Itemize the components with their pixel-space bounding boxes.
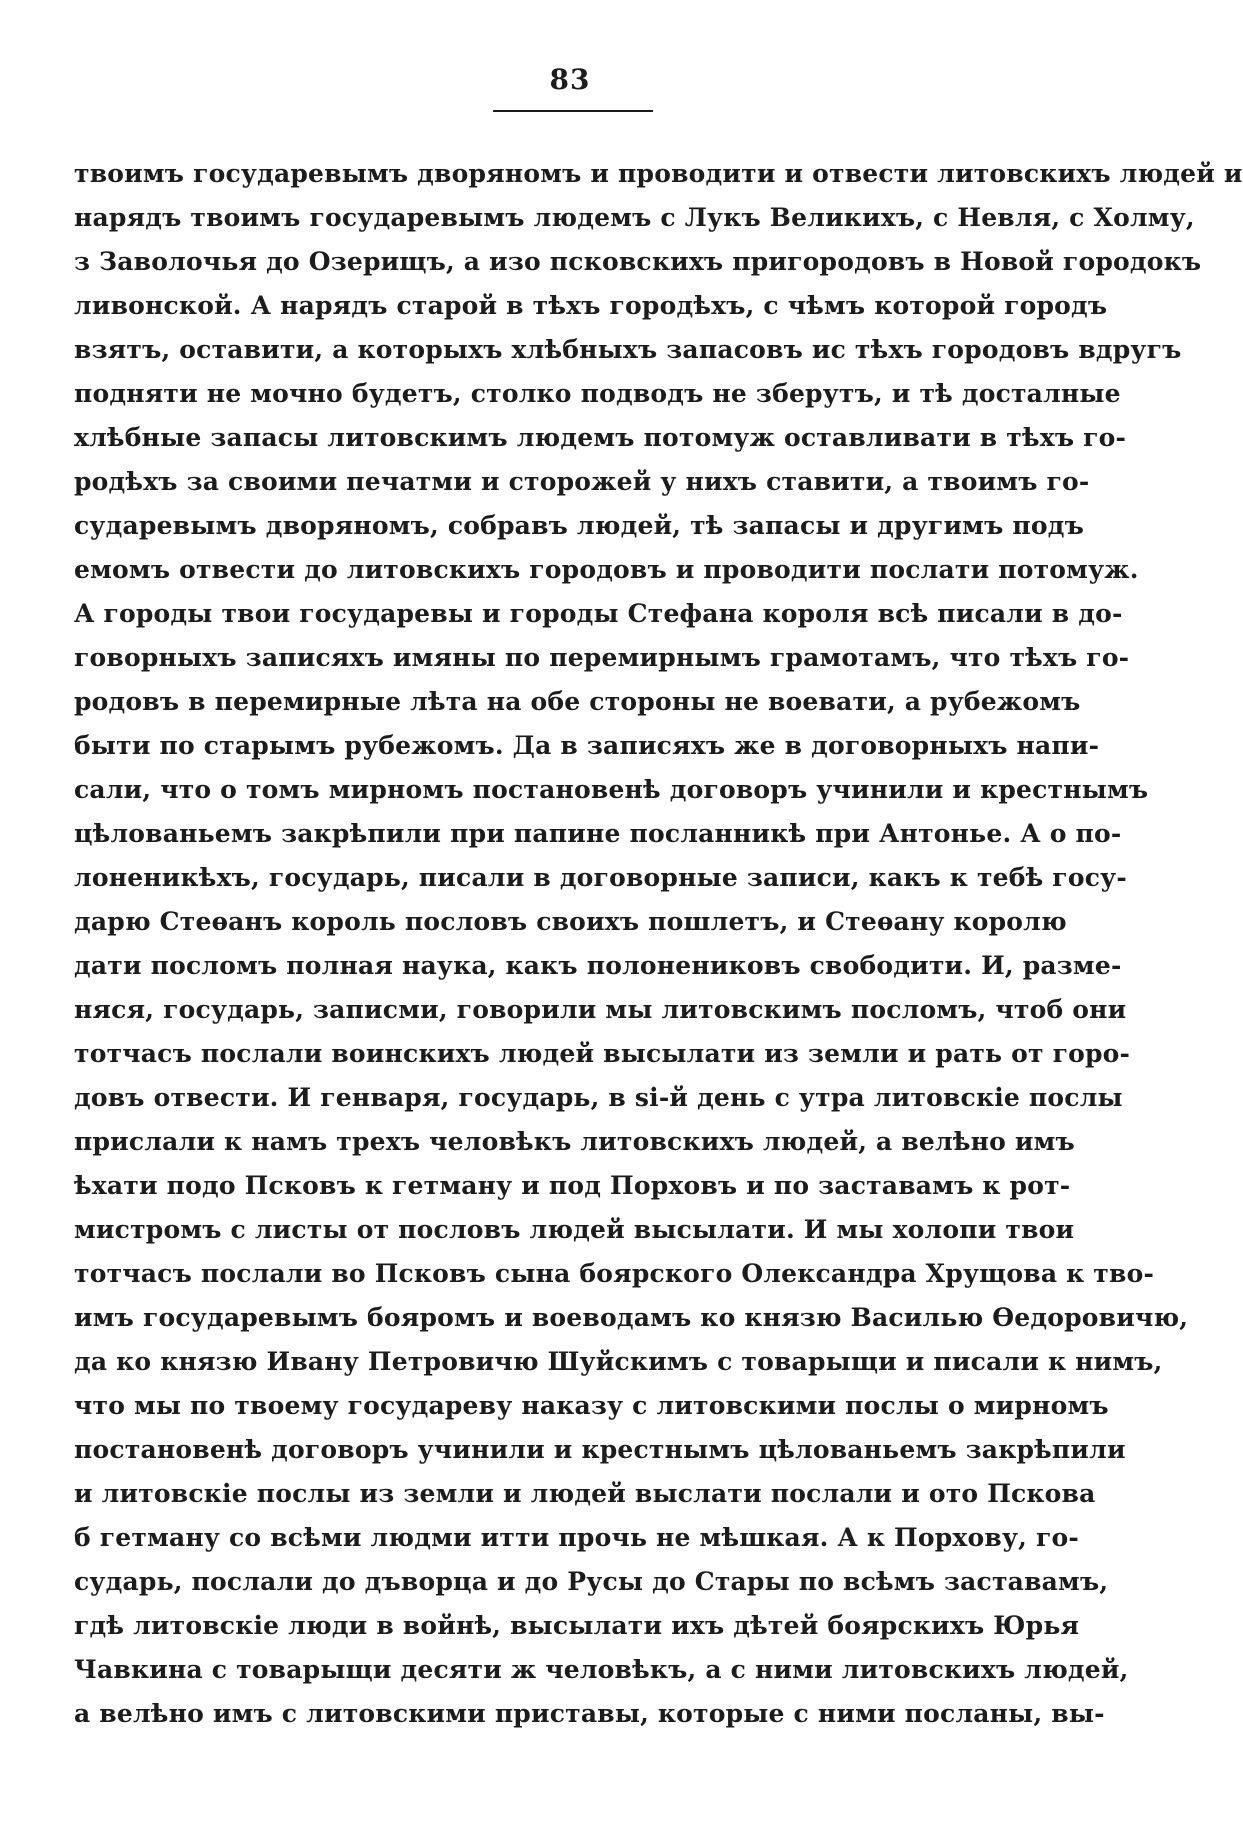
- text-line: мистромъ с листы от пословъ людей высылати. И мы холопи твои: [74, 1215, 1075, 1244]
- text-line: няся, государь, записми, говорили мы литовскимъ посломъ, чтоб они: [74, 995, 1127, 1024]
- text-line: быти по старымъ рубежомъ. Да в записяхъ же в договорныхъ напи-: [74, 731, 1100, 760]
- text-line: говорныхъ записяхъ имяны по перемирнымъ грамотамъ, что тѣхъ го-: [74, 643, 1130, 672]
- text-line: ливонской. А нарядъ старой в тѣхъ городѣхъ, с чѣмъ которой городъ: [74, 291, 1108, 320]
- text-line: з Заволочья до Озерищъ, а изо псковскихъ пригородовъ в Новой городокъ: [74, 247, 1202, 276]
- text-line: гдѣ литовскіе люди в войнѣ, высылати ихъ дѣтей боярскихъ Юрья: [74, 1611, 1080, 1640]
- page-number: 83: [549, 63, 591, 96]
- text-line: что мы по твоему государеву наказу с литовскими послы о мирномъ: [74, 1391, 1109, 1420]
- text-line: дарю Стеѳанъ король пословъ своихъ пошлетъ, и Стеѳану королю: [74, 907, 1067, 936]
- text-line: емомъ отвести до литовскихъ городовъ и проводити послати потомуж.: [74, 555, 1139, 584]
- text-line: родѣхъ за своими печатми и сторожей у нихъ ставити, а твоимъ го-: [74, 467, 1090, 496]
- text-line: ѣхати подо Псковъ к гетману и под Порховъ и по заставамъ к рот-: [74, 1171, 1071, 1200]
- text-line: тотчасъ послали во Псковъ сына боярского Олександра Хрущова к тво-: [74, 1259, 1155, 1288]
- text-line: сударевымъ дворяномъ, собравъ людей, тѣ запасы и другимъ подъ: [74, 511, 1084, 540]
- text-line: дати посломъ полная наука, какъ полонениковъ свободити. И, разме-: [74, 951, 1122, 980]
- text-line: да ко князю Ивану Петровичю Шуйскимъ с товарыщи и писали к нимъ,: [74, 1347, 1163, 1376]
- page-header: [0, 62, 1140, 98]
- header-rule: [493, 110, 653, 112]
- text-line: тотчасъ послали воинскихъ людей высылати из земли и рать от горо-: [74, 1039, 1131, 1068]
- text-line: родовъ в перемирные лѣта на обе стороны не воевати, а рубежомъ: [74, 687, 1081, 716]
- text-line: взятъ, оставити, а которыхъ хлѣбныхъ запасовъ ис тѣхъ городовъ вдругъ: [74, 335, 1182, 364]
- text-line: хлѣбные запасы литовскимъ людемъ потомуж оставливати в тѣхъ го-: [74, 423, 1127, 452]
- text-line: твоимъ государевымъ дворяномъ и проводити и отвести литовскихъ людей и: [74, 159, 1243, 188]
- text-line: цѣлованьемъ закрѣпили при папине посланникѣ при Антонье. А о по-: [74, 819, 1122, 848]
- text-line: имъ государевымъ бояромъ и воеводамъ ко князю Василью Ѳедоровичю,: [74, 1303, 1189, 1332]
- text-line: подняти не мочно будетъ, столко подводъ не зберутъ, и тѣ досталные: [74, 379, 1121, 408]
- body-text: [74, 152, 1243, 1736]
- text-line: довъ отвести. И генваря, государь, в ѕі-й день с утра литовскіе послы: [74, 1083, 1123, 1112]
- text-line: Чавкина с товарыщи десяти ж человѣкъ, а с ними литовскихъ людей,: [74, 1655, 1129, 1684]
- text-line: прислали к намъ трехъ человѣкъ литовскихъ людей, а велѣно имъ: [74, 1127, 1075, 1156]
- text-line: сударь, послали до дъворца и до Русы до Стары по всѣмъ заставамъ,: [74, 1567, 1109, 1596]
- text-line: и литовскіе послы из земли и людей выслати послали и ото Пскова: [74, 1479, 1096, 1508]
- text-line: А городы твои государевы и городы Стефана короля всѣ писали в до-: [74, 599, 1123, 628]
- text-line: б гетману со всѣми людми итти прочь не мѣшкая. А к Порхову, го-: [74, 1523, 1079, 1552]
- text-line: лоненикѣхъ, государь, писали в договорные записи, какъ к тебѣ госу-: [74, 863, 1127, 892]
- text-line: сали, что о томъ мирномъ постановенѣ договоръ учинили и крестнымъ: [74, 775, 1149, 804]
- text-line: нарядъ твоимъ государевымъ людемъ с Лукъ Великихъ, с Невля, с Холму,: [74, 203, 1195, 232]
- text-line: постановенѣ договоръ учинили и крестнымъ цѣлованьемъ закрѣпили: [74, 1435, 1126, 1464]
- text-line: а велѣно имъ с литовскими приставы, которые с ними посланы, вы-: [74, 1699, 1105, 1728]
